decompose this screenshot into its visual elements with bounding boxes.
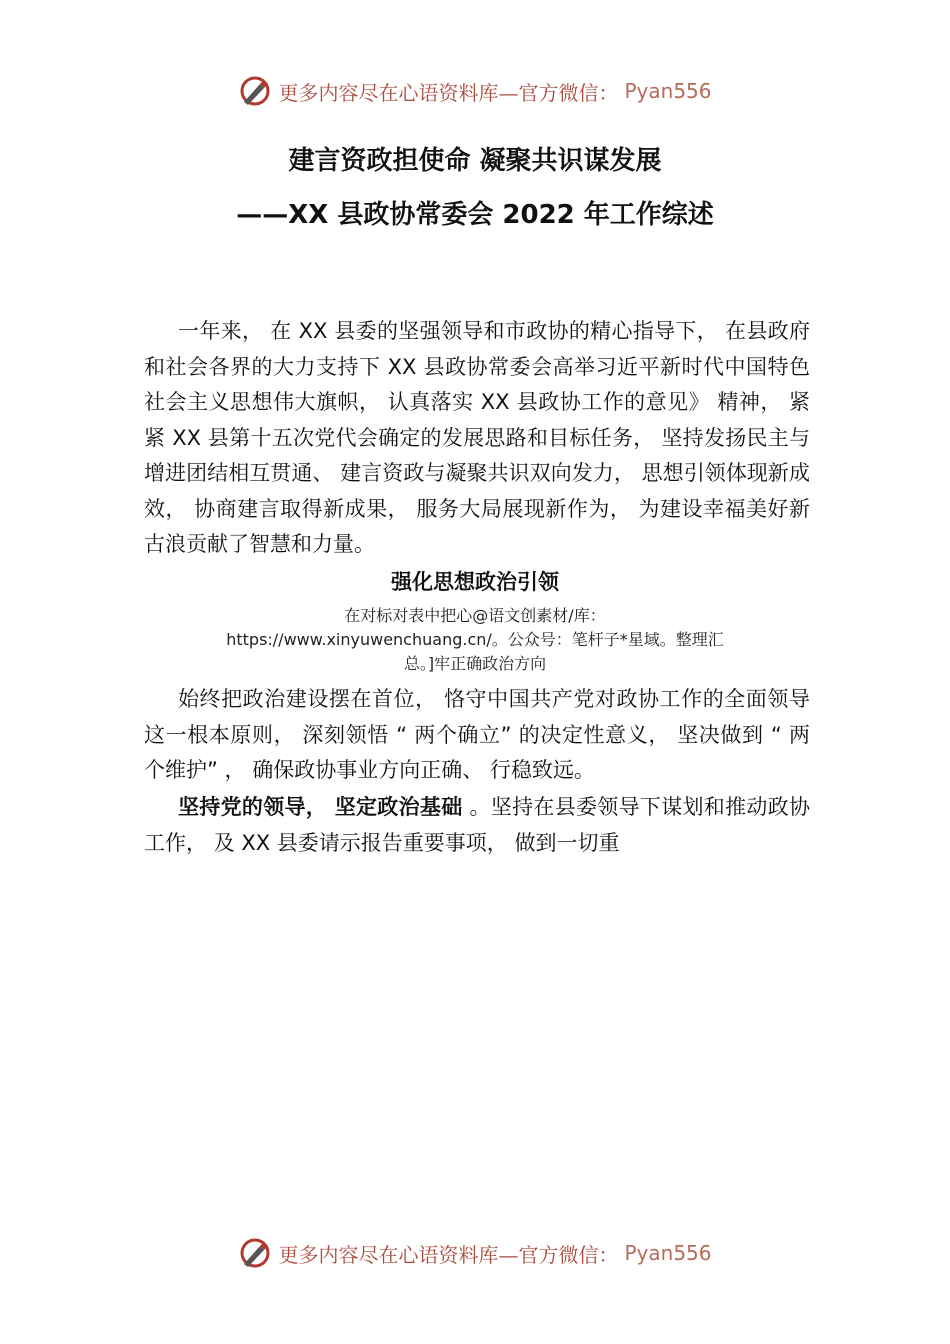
footer-watermark	[0, 1236, 950, 1270]
paragraph-political-building: 始终把政治建设摆在首位， 恪守中国共产党对政协工作的全面领导这一根本原则， 深刻领悟 “ 两个确立” 的决定性意义， 坚决做到 “ 两个维护” ， 确保政协事业方向正确、 行稳致远。	[144, 687, 810, 782]
watermark-text: 更多内容尽在心语资料库—官方微信：	[278, 80, 619, 105]
paragraph-party-leadership	[144, 790, 810, 861]
paragraph-body: 。坚持在县委领导下谋划和推动政协工作， 及 XX 县委请示报告重要事项， 做到一切重	[144, 795, 810, 855]
source-note: 在对标对表中把心@语文创素材/库：https://www.xinyuwenchuang.cn/。公众号：笔杆子*星域。整理汇总。]牢正确政治方向	[226, 606, 724, 673]
watermark-text: 更多内容尽在心语资料库—官方微信：	[278, 1242, 619, 1267]
header-watermark	[0, 74, 950, 108]
section-heading: 强化思想政治引领	[391, 570, 559, 594]
pen-logo-icon	[238, 74, 272, 108]
document-title: 建言资政担使命 凝聚共识谋发展	[288, 146, 662, 176]
paragraph-lead-bold: 坚持党的领导， 坚定政治基础	[178, 795, 463, 819]
watermark-wechat-id: Pyan556	[624, 1241, 712, 1265]
intro-paragraph: 一年来， 在 XX 县委的坚强领导和市政协的精心指导下， 在县政府和社会各界的大力支持下 XX 县政协常委会高举习近平新时代中国特色社会主义思想伟大旗帜， 认真落实 XX 县政协工作的意见》 精神， 紧紧 XX 县第十五次党代会确定的发展思路和目标任务， 坚持发扬民主与增进团结相互贯通、 建言资政与凝聚共识双向发力， 思想引领体现新成效， 协商建言取得新成果， 服务大局展现新作为， 为建设幸福美好新古浪贡献了智慧和力量。	[144, 319, 810, 556]
document-subtitle: ——XX 县政协常委会 2022 年工作综述	[236, 200, 714, 230]
pen-logo-icon	[238, 1236, 272, 1270]
watermark-wechat-id: Pyan556	[624, 79, 712, 103]
